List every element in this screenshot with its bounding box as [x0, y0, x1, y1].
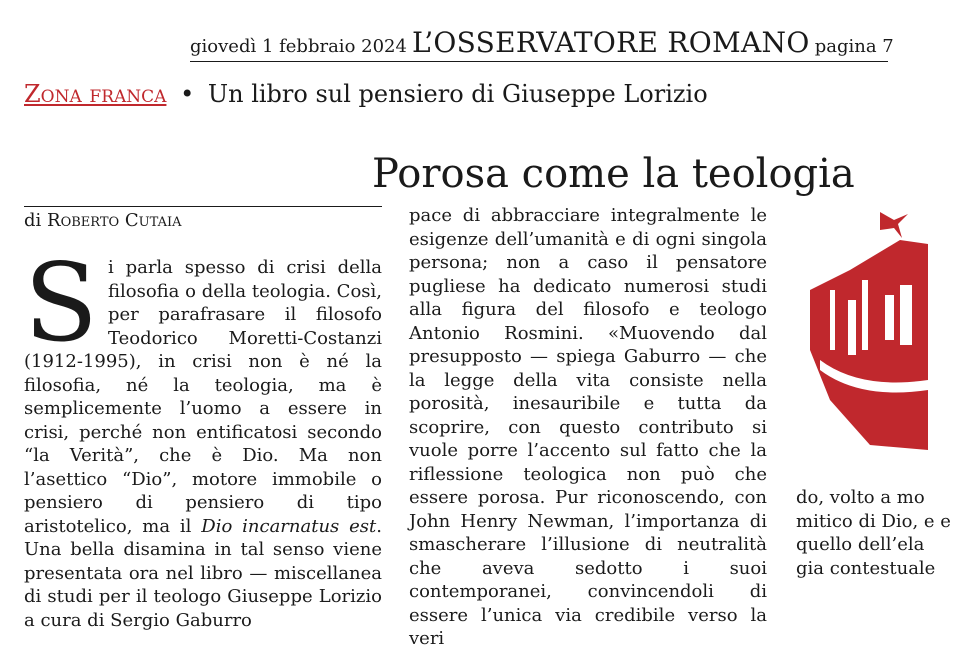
kicker-bullet: •: [180, 80, 195, 108]
byline-rule: [24, 206, 382, 207]
section-label[interactable]: Zona franca: [24, 80, 167, 108]
column-1-text-a: i parla spesso di crisi della filosofia o della teologia. Così, per parafrasare il filosofo Teodorico Moretti-Costanzi (1912-1995), in crisi non è né la filosofia, né la teologia, ma è semplicemente l’uomo a essere in crisi, perché non entificatosi secondo “la Verità”, che è Dio. Ma non l’asettico “Dio”, motore immobile o pensiero di pensiero di tipo aristotelico, ma il: [24, 257, 382, 537]
issue-date: giovedì 1 febbraio 2024: [190, 36, 407, 57]
newspaper-name: L’OSSERVATORE ROMANO: [412, 26, 810, 59]
page-header: [190, 26, 894, 62]
article-column-3: [796, 486, 956, 580]
ark-illustration-icon: [800, 200, 928, 460]
article-column-1: [24, 241, 382, 632]
kicker-text: Un libro sul pensiero di Giuseppe Lorizio: [207, 80, 708, 108]
byline-author: Roberto Cutaia: [47, 210, 182, 231]
kicker: [24, 80, 708, 108]
column-1-italic: Dio incarnatus est: [201, 515, 377, 537]
article-column-2: [409, 204, 767, 651]
column-3-text: do, volto a mo mitico di Dio, e e quello dell’ela gia contestuale: [796, 487, 951, 579]
drop-cap: S: [24, 241, 98, 366]
byline: [24, 210, 181, 231]
column-2-text: pace di abbracciare integralmente le esigenze dell’umanità e di ogni singola persona; non a caso il pensatore pugliese ha dedicato numerosi studi alla figura del filosofo e teologo Antonio Rosmini. «Muovendo dal presupposto — spiega Gaburro — che la legge della vita consiste nella porosità, inesauribile e tutta da scoprire, con questo contributo si vuole porre l’accento sul fatto che la riflessione teologica non può che essere porosa. Pur riconoscendo, con John Henry Newman, l’importanza di smascherare l’illusione di neutralità che aveva sedotto i suoi contemporanei, convincendoli di essere l’unica via credibile verso la veri: [409, 205, 767, 649]
page-number: pagina 7: [814, 36, 894, 57]
byline-prefix: di: [24, 210, 42, 231]
column-1-text-b: . Una bella disamina in tal senso viene presentata ora nel libro — miscellanea di studi per il teologo Giuseppe Lorizio a cura di Sergio Gaburro: [24, 515, 382, 631]
article-headline: Porosa come la teologia: [372, 150, 855, 197]
